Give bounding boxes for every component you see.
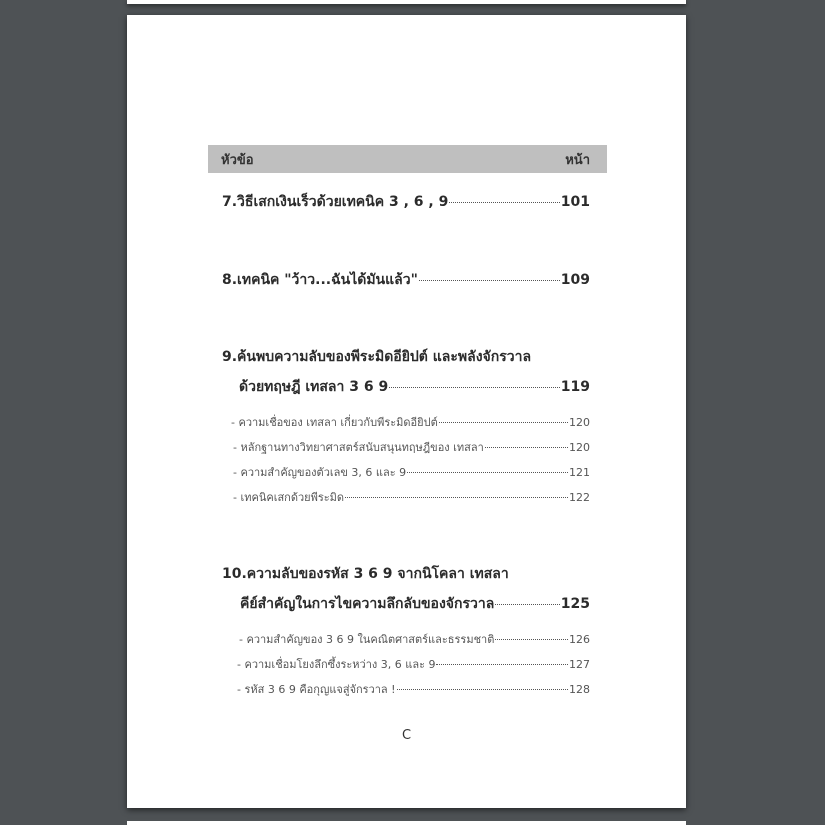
toc-entry-label: 7.วิธีเสกเงินเร็วด้วยเทคนิค 3 , 6 , 9 [222, 194, 449, 210]
toc-subentry-page: 126 [569, 633, 590, 646]
toc-entry-page: 119 [560, 379, 590, 395]
dot-leader [345, 497, 568, 498]
toc-entry-10-title: 10.ความลับของรหัส 3 6 9 จากนิโคลา เทสลา [222, 566, 509, 582]
toc-subentry-9-2[interactable] [233, 438, 590, 456]
toc-entry-label: 8.เทคนิค "ว้าว...ฉันได้มันแล้ว" [222, 272, 418, 288]
toc-subentry-label: - ความเชื่อมโยงลึกซึ้งระหว่าง 3, 6 และ 9 [237, 658, 436, 671]
toc-entry-9[interactable] [239, 376, 590, 398]
toc-subentry-9-3[interactable] [233, 463, 590, 481]
dot-leader [449, 202, 559, 203]
toc-subentry-label: - รหัส 3 6 9 คือกุญแจสู่จักรวาล ! [237, 683, 396, 696]
dot-leader [439, 422, 568, 423]
toc-subentry-10-2[interactable] [237, 655, 590, 673]
toc-subentry-label: - ความสำคัญของ 3 6 9 ในคณิตศาสตร์และธรรมชาติ [239, 633, 495, 646]
toc-header [208, 145, 607, 173]
toc-subentry-9-4[interactable] [233, 488, 590, 506]
toc-entry-7[interactable] [222, 191, 590, 213]
toc-entry-9-title: 9.ค้นพบความลับของพีระมิดอียิปต์ และพลังจักรวาล [222, 349, 532, 365]
toc-subentry-label: - หลักฐานทางวิทยาศาสตร์สนับสนุนทฤษฎีของ เทสลา [233, 441, 484, 454]
toc-subentry-10-1[interactable] [239, 630, 590, 648]
toc-subentry-9-1[interactable] [231, 413, 590, 431]
toc-subentry-page: 120 [569, 441, 590, 454]
document-page [127, 15, 686, 808]
next-page-edge [127, 821, 686, 825]
toc-subentry-page: 120 [569, 416, 590, 429]
dot-leader [407, 472, 568, 473]
dot-leader [436, 664, 568, 665]
dot-leader [389, 387, 560, 388]
toc-header-page: หน้า [565, 152, 590, 168]
dot-leader [397, 689, 568, 690]
toc-subentry-label: - ความเชื่อของ เทสลา เกี่ยวกับพีระมิดอียิปต์ [231, 416, 438, 429]
toc-entry-8[interactable] [222, 269, 590, 291]
toc-subentry-page: 122 [569, 491, 590, 504]
toc-entry-page: 125 [560, 596, 590, 612]
dot-leader [495, 604, 559, 605]
previous-page-edge [127, 0, 686, 4]
toc-subentry-page: 128 [569, 683, 590, 696]
toc-subentry-label: - เทคนิคเสกด้วยพีระมิด [233, 491, 345, 504]
toc-entry-page: 109 [560, 272, 590, 288]
dot-leader [419, 280, 560, 281]
toc-subentry-10-3[interactable] [237, 680, 590, 698]
toc-subentry-page: 127 [569, 658, 590, 671]
toc-entry-page: 101 [560, 194, 590, 210]
toc-entry-label: คีย์สำคัญในการไขความลึกลับของจักรวาล [240, 596, 495, 612]
toc-subentry-page: 121 [569, 466, 590, 479]
dot-leader [485, 447, 568, 448]
page-number-footer: C [401, 728, 412, 743]
toc-entry-label: ด้วยทฤษฎี เทสลา 3 6 9 [239, 379, 389, 395]
toc-entry-10[interactable] [240, 593, 590, 615]
toc-header-topic: หัวข้อ [221, 152, 254, 168]
dot-leader [495, 639, 568, 640]
toc-subentry-label: - ความสำคัญของตัวเลข 3, 6 และ 9 [233, 466, 407, 479]
